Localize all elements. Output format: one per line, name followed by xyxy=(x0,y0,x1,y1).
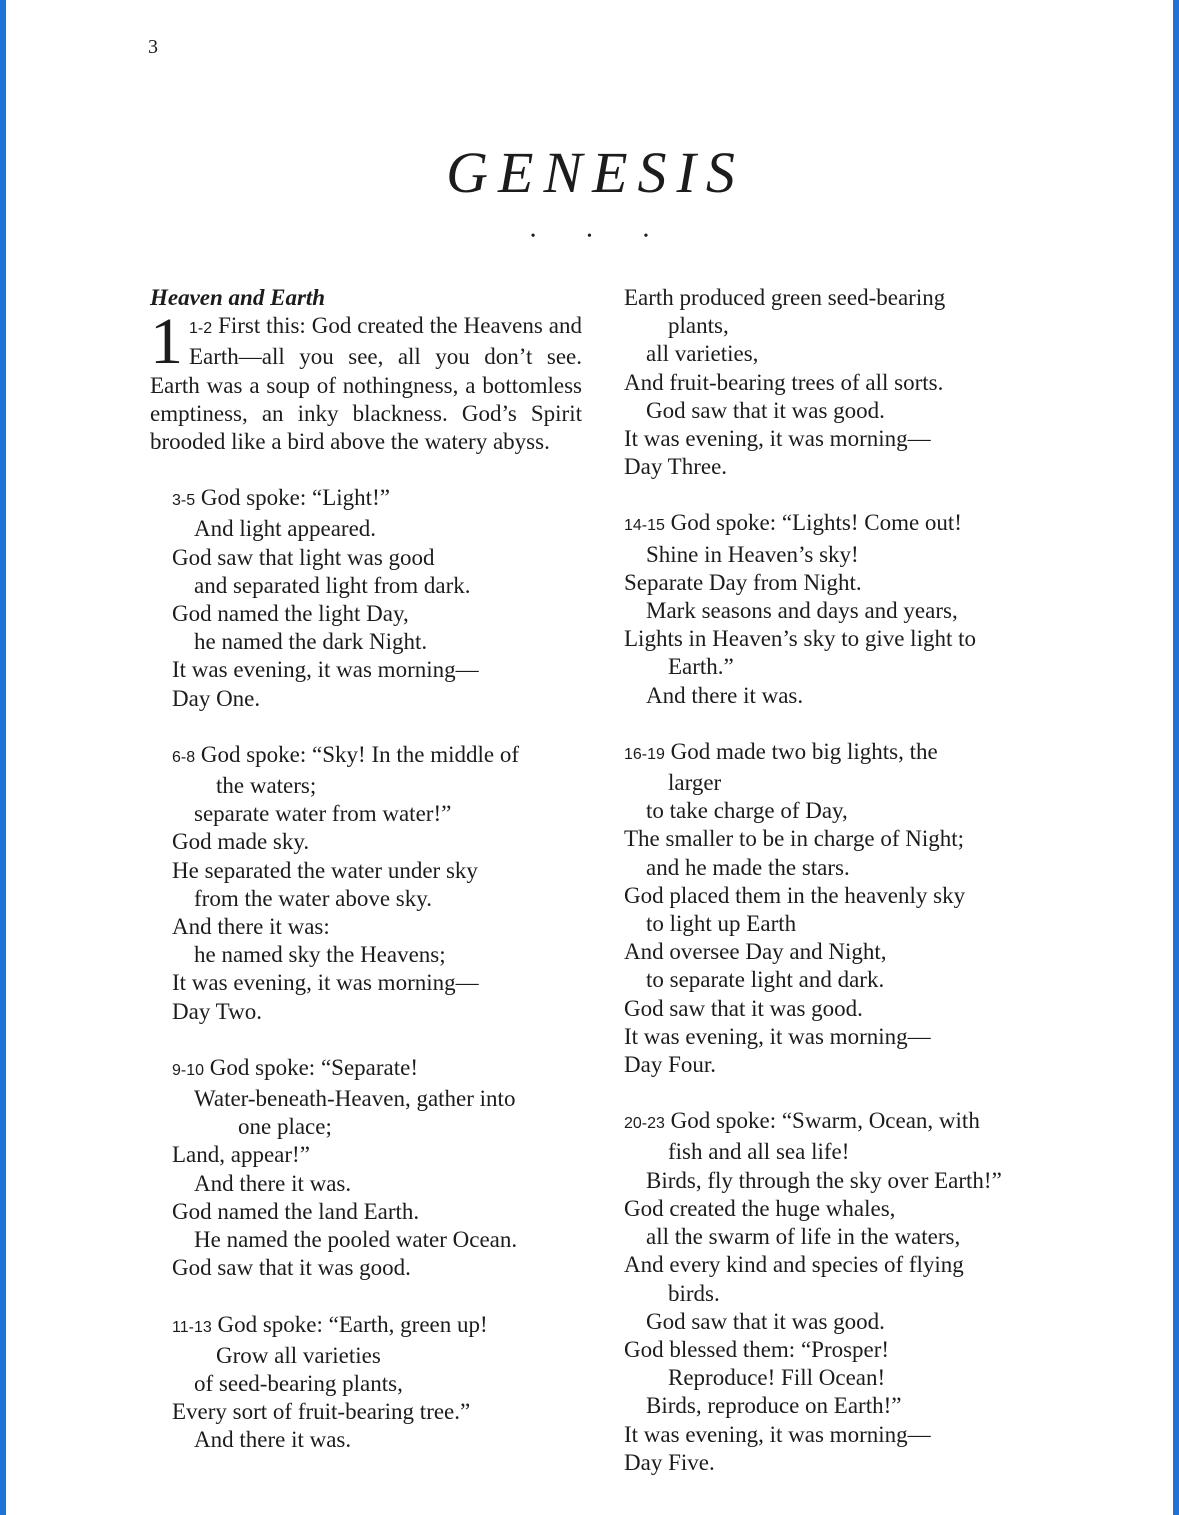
stanza-gap xyxy=(624,1079,1044,1107)
verse-line xyxy=(172,1342,582,1370)
verse-text: And there it was. xyxy=(646,682,804,708)
verse-text: Land, appear!” xyxy=(172,1142,310,1168)
verse-line xyxy=(624,966,1044,994)
verse-number: 14-15 xyxy=(624,517,665,535)
verse-text: Lights in Heaven’s sky to give light to xyxy=(624,626,976,652)
verse-text: It was evening, it was morning— xyxy=(624,1023,931,1049)
verse-text: And there it was. xyxy=(194,1427,352,1453)
verse-line xyxy=(624,797,1044,825)
verse-line xyxy=(624,854,1044,882)
verse-line xyxy=(172,1254,582,1282)
verse-line xyxy=(172,1085,582,1113)
verse-text: Day Two. xyxy=(172,998,262,1024)
verse-text: And fruit-bearing trees of all sorts. xyxy=(624,369,944,395)
verse-text: God named the light Day, xyxy=(172,601,409,627)
verse-text: And oversee Day and Night, xyxy=(624,939,887,965)
stanza-gap xyxy=(150,1283,582,1311)
intro-line: First this: God created the Heavens xyxy=(218,313,543,339)
intro-line: watery abyss. xyxy=(424,429,550,455)
verse-text: God made sky. xyxy=(172,829,310,855)
verse-number: 1-2 xyxy=(189,320,213,338)
verse-line xyxy=(172,600,582,628)
verse-text: God spoke: “Earth, green up! xyxy=(217,1311,488,1337)
intro-line: bottomless emptiness, an inky blackness. xyxy=(150,372,582,426)
verse-line xyxy=(624,910,1044,938)
right-column xyxy=(624,284,1044,1477)
verse-stanza xyxy=(624,284,1044,481)
verse-line xyxy=(624,1392,1044,1420)
verse-line xyxy=(624,569,1044,597)
verse-number: 11-13 xyxy=(172,1318,212,1336)
verse-text: And every kind and species of flying xyxy=(624,1252,964,1278)
verse-line xyxy=(172,572,582,600)
verse-line xyxy=(172,484,582,515)
verse-line xyxy=(624,453,1044,481)
right-stanzas xyxy=(624,284,1044,1477)
verse-text: he named the dark Night. xyxy=(194,629,428,655)
verse-text: God created the huge whales, xyxy=(624,1195,896,1221)
verse-text: Every sort of fruit-bearing tree.” xyxy=(172,1399,471,1425)
verse-text: Shine in Heaven’s sky! xyxy=(646,541,859,567)
verse-line xyxy=(172,1426,582,1454)
verse-stanza xyxy=(150,1311,582,1455)
verse-line xyxy=(172,1398,582,1426)
verse-line xyxy=(624,340,1044,368)
intro-text xyxy=(150,305,583,455)
verse-text: all the swarm of life in the waters, xyxy=(646,1224,961,1250)
verse-text: Day One. xyxy=(172,685,261,711)
verse-line xyxy=(172,685,582,713)
verse-text: God spoke: “Lights! Come out! xyxy=(670,510,962,536)
verse-line xyxy=(172,941,582,969)
verse-text: Separate Day from Night. xyxy=(624,569,862,595)
verse-text: God saw that it was good. xyxy=(646,397,885,423)
verse-line xyxy=(172,741,582,772)
verse-text: It was evening, it was morning— xyxy=(624,426,931,452)
verse-line xyxy=(172,656,582,684)
verse-text: larger xyxy=(668,770,722,796)
verse-text: God spoke: “Light!” xyxy=(200,485,390,511)
verse-text: God named the land Earth. xyxy=(172,1198,420,1224)
verse-line xyxy=(624,1107,1044,1138)
verse-line xyxy=(624,1195,1044,1223)
frame-border-left xyxy=(0,0,6,1515)
verse-stanza xyxy=(150,741,582,1026)
verse-text: God saw that it was good. xyxy=(646,1308,885,1334)
verse-line xyxy=(172,857,582,885)
verse-line xyxy=(624,1251,1044,1279)
verse-line xyxy=(172,1113,582,1141)
verse-line xyxy=(624,882,1044,910)
left-stanzas xyxy=(150,484,582,1454)
verse-text: to light up Earth xyxy=(646,911,797,937)
frame-border-right xyxy=(1173,0,1179,1515)
verse-line xyxy=(624,597,1044,625)
verse-text: God saw that it was good. xyxy=(624,995,863,1021)
verse-stanza xyxy=(624,1107,1044,1477)
verse-line xyxy=(624,1449,1044,1477)
verse-line xyxy=(624,369,1044,397)
verse-text: of seed-bearing plants, xyxy=(194,1370,403,1396)
verse-text: Birds, fly through the sky over Earth!” xyxy=(646,1167,1002,1193)
verse-line xyxy=(172,1141,582,1169)
verse-line xyxy=(624,938,1044,966)
verse-text: Birds, reproduce on Earth!” xyxy=(646,1393,902,1419)
verse-text: all varieties, xyxy=(646,341,759,367)
verse-text: It was evening, it was morning— xyxy=(172,657,479,683)
verse-line xyxy=(172,1054,582,1085)
stanza-gap xyxy=(624,710,1044,738)
verse-line xyxy=(172,772,582,800)
verse-text: And there it was: xyxy=(172,914,330,940)
verse-line xyxy=(172,913,582,941)
left-column xyxy=(150,284,582,1455)
verse-line xyxy=(172,1226,582,1254)
verse-stanza xyxy=(624,509,1044,709)
verse-text: Reproduce! Fill Ocean! xyxy=(668,1365,886,1391)
verse-text: from the water above sky. xyxy=(194,885,433,911)
verse-stanza xyxy=(624,738,1044,1079)
verse-text: plants, xyxy=(668,313,729,339)
verse-line xyxy=(172,1311,582,1342)
verse-line xyxy=(624,1280,1044,1308)
verse-line xyxy=(624,1167,1044,1195)
verse-line xyxy=(624,1023,1044,1051)
verse-text: It was evening, it was morning— xyxy=(172,970,479,996)
verse-text: The smaller to be in charge of Night; xyxy=(624,826,965,852)
verse-text: birds. xyxy=(668,1280,720,1306)
stanza-gap xyxy=(150,713,582,741)
chapter-number: 1 xyxy=(150,305,183,379)
verse-text: God spoke: “Sky! In the middle of xyxy=(200,741,519,767)
verse-line xyxy=(624,1308,1044,1336)
verse-text: God spoke: “Separate! xyxy=(209,1054,418,1080)
section-heading: Heaven and Earth xyxy=(150,285,326,310)
verse-text: God saw that light was good xyxy=(172,544,435,570)
intro-line: God’s Spirit brooded like a bird above the xyxy=(150,400,582,455)
intro-paragraph xyxy=(150,305,583,456)
verse-number: 3-5 xyxy=(172,492,196,510)
verse-text: Earth produced green seed-bearing xyxy=(624,285,946,310)
verse-text: to take charge of Day, xyxy=(646,798,848,824)
verse-text: Day Five. xyxy=(624,1449,715,1475)
verse-text: to separate light and dark. xyxy=(646,967,885,993)
verse-line xyxy=(624,425,1044,453)
title-ornament: • • • xyxy=(530,229,673,244)
verse-line xyxy=(624,541,1044,569)
verse-line xyxy=(624,769,1044,797)
verse-line xyxy=(172,1198,582,1226)
verse-line xyxy=(624,1336,1044,1364)
verse-number: 9-10 xyxy=(172,1061,205,1079)
verse-text: and separated light from dark. xyxy=(194,572,471,598)
verse-text: separate water from water!” xyxy=(194,801,452,827)
verse-text: the waters; xyxy=(216,773,317,799)
verse-line xyxy=(624,397,1044,425)
verse-line xyxy=(624,1364,1044,1392)
verse-text: God spoke: “Swarm, Ocean, with xyxy=(670,1108,980,1134)
verse-text: He named the pooled water Ocean. xyxy=(194,1227,518,1253)
stanza-gap xyxy=(624,481,1044,509)
verse-line xyxy=(624,1223,1044,1251)
verse-line xyxy=(624,509,1044,540)
verse-text: God placed them in the heavenly sky xyxy=(624,882,966,908)
verse-text: he named sky the Heavens; xyxy=(194,942,446,968)
verse-line xyxy=(172,1170,582,1198)
verse-text: God blessed them: “Prosper! xyxy=(624,1336,890,1362)
verse-text: God saw that it was good. xyxy=(172,1255,411,1281)
verse-line xyxy=(172,515,582,543)
verse-text: Mark seasons and days and years, xyxy=(646,598,958,624)
verse-number: 20-23 xyxy=(624,1115,665,1133)
intro-line: see. Earth was a soup of nothingness, a xyxy=(150,344,583,398)
verse-text: fish and all sea life! xyxy=(668,1139,850,1165)
verse-text: And light appeared. xyxy=(194,516,377,542)
verse-line xyxy=(624,653,1044,681)
verse-line xyxy=(172,885,582,913)
stanza-gap xyxy=(150,1026,582,1054)
verse-text: Earth.” xyxy=(668,654,734,680)
verse-line xyxy=(624,995,1044,1023)
book-title: GENESIS xyxy=(446,140,745,205)
verse-line xyxy=(624,1051,1044,1079)
verse-line xyxy=(172,800,582,828)
verse-line xyxy=(172,969,582,997)
verse-line xyxy=(172,1370,582,1398)
verse-text: Day Three. xyxy=(624,454,728,480)
verse-line xyxy=(624,1138,1044,1166)
stanza-gap xyxy=(150,456,582,484)
verse-text: He separated the water under sky xyxy=(172,857,478,883)
verse-text: one place; xyxy=(238,1114,332,1140)
verse-line xyxy=(624,738,1044,769)
verse-line xyxy=(172,544,582,572)
verse-line xyxy=(624,682,1044,710)
verse-line xyxy=(624,312,1044,340)
verse-line xyxy=(624,1421,1044,1449)
verse-text: God made two big lights, the xyxy=(670,738,938,764)
verse-line xyxy=(172,828,582,856)
verse-line xyxy=(172,628,582,656)
verse-line xyxy=(624,825,1044,853)
intro-line: and Earth—all you see, all you don’t xyxy=(189,313,582,370)
verse-text: Grow all varieties xyxy=(216,1342,381,1368)
verse-text: and he made the stars. xyxy=(646,854,850,880)
verse-line xyxy=(624,625,1044,653)
verse-stanza xyxy=(150,484,582,713)
verse-number: 16-19 xyxy=(624,745,665,763)
verse-line xyxy=(172,998,582,1026)
verse-stanza xyxy=(150,1054,582,1283)
verse-text: It was evening, it was morning— xyxy=(624,1421,931,1447)
verse-line xyxy=(624,284,1044,312)
verse-text: Day Four. xyxy=(624,1052,716,1078)
verse-text: And there it was. xyxy=(194,1170,352,1196)
verse-number: 6-8 xyxy=(172,748,196,766)
verse-text: Water-beneath-Heaven, gather into xyxy=(194,1086,516,1112)
page-number: 3 xyxy=(148,36,158,58)
